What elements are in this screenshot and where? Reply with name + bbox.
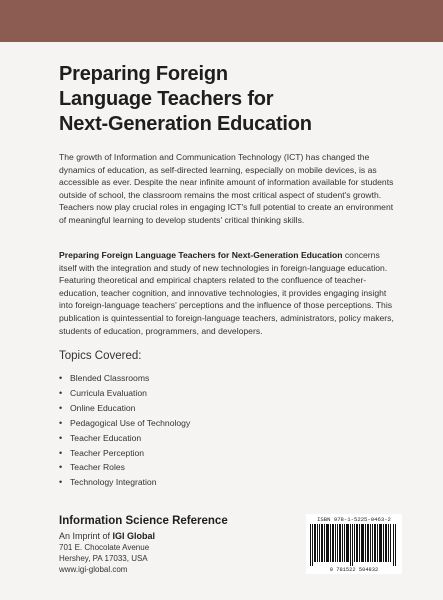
- barcode-digits: 9 781522 504832: [329, 567, 379, 573]
- topic-item: • Online Education: [59, 401, 190, 416]
- topic-item: • Teacher Roles: [59, 460, 190, 475]
- topic-item: • Blended Classrooms: [59, 371, 190, 386]
- title-line: Preparing Foreign: [59, 63, 228, 85]
- publisher-block: [59, 514, 228, 575]
- publisher-address-line-2: Hershey, PA 17033, USA: [59, 554, 148, 563]
- description-paragraph-2: [59, 249, 395, 337]
- imprint-name: IGI Global: [112, 531, 156, 541]
- topic-item: • Curricula Evaluation: [59, 386, 190, 401]
- barcode-bars: [310, 524, 398, 566]
- topic-item: • Pedagogical Use of Technology: [59, 416, 190, 431]
- topics-list: [59, 371, 190, 490]
- title-line: Next-Generation Education: [59, 113, 312, 135]
- imprint-prefix: An Imprint of: [59, 531, 113, 541]
- publisher-website: www.igi-global.com: [59, 565, 128, 574]
- publisher-address-line-1: 701 E. Chocolate Avenue: [59, 543, 150, 552]
- topic-item: • Teacher Perception: [59, 446, 190, 461]
- description-paragraph-1: The growth of Information and Communication Technology (ICT) has changed the dynamics of education, as self-directed learning, especially on mobile devices, is as accessible as ever. Despite the near infinite amount of information available for students outside of school, the classroom remains the most critical aspect of student's growth. Teachers now play crucial roles in engaging ICT's full potential to create an environment of meaningful learning to develop students' critical thinking skills.: [59, 152, 394, 225]
- topics-heading: Topics Covered:: [59, 350, 142, 362]
- book-title: [59, 62, 399, 137]
- paragraph-body: concerns itself with the integration and study of new technologies in foreign-language education. Featuring theoretical and empirical chapters related to the confluence of teacher-education, teacher cognition, and innovative technologies, it provides engaging insight into foreign-language teachers' perceptions and the influence of those perceptions. This publication is quintessential to foreign-language teachers, administrators, policy makers, students of education, programmers, and developers.: [59, 250, 394, 336]
- topic-item: • Teacher Education: [59, 431, 190, 446]
- title-line: Language Teachers for: [59, 88, 274, 110]
- isbn-barcode: [306, 514, 402, 574]
- paragraph-lead-title: Preparing Foreign Language Teachers for Next-Generation Education: [59, 250, 343, 260]
- topic-item: • Technology Integration: [59, 475, 190, 490]
- isbn-text: ISBN 978-1-5225-0463-2: [317, 516, 391, 523]
- top-color-band: [0, 0, 443, 42]
- publisher-name: Information Science Reference: [59, 515, 228, 527]
- publisher-imprint: [59, 531, 228, 542]
